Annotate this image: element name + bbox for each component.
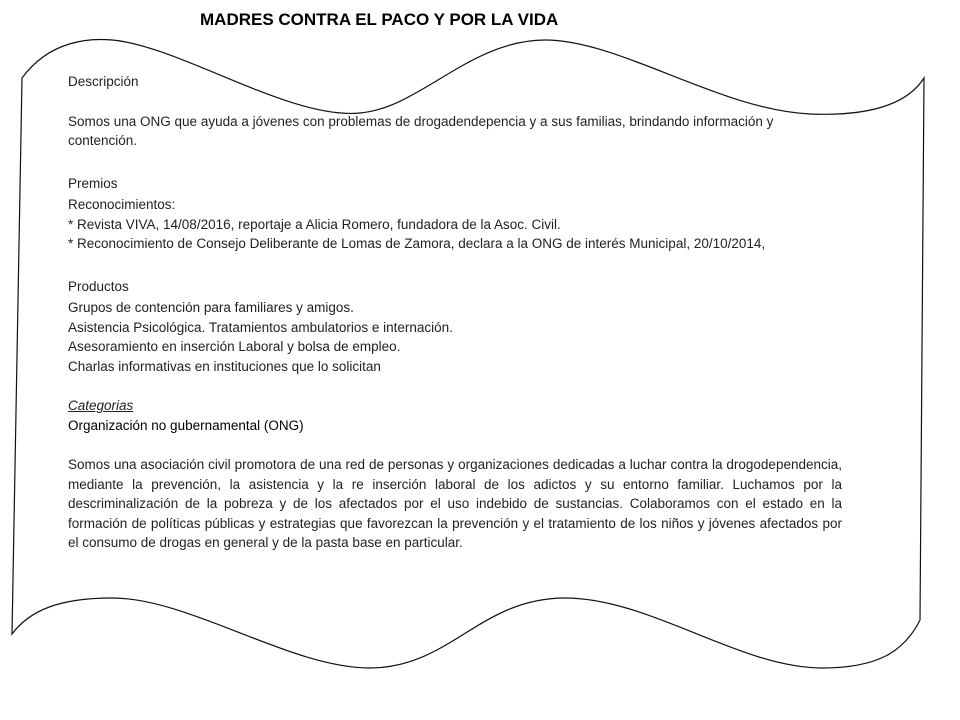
producto-item: Grupos de contención para familiares y amigos. [68,300,354,315]
productos-heading: Productos [68,278,129,294]
producto-item: Asesoramiento en inserción Laboral y bolsa de empleo. [68,339,401,354]
document-body [68,72,842,553]
premios-subheading: Reconocimientos: [68,197,176,212]
page-title: MADRES CONTRA EL PACO Y POR LA VIDA [200,10,559,29]
mision-text: Somos una asociación civil promotora de una red de personas y organizaciones dedicadas a luchar contra la drogodependencia, mediante la prevención, la asistencia y la re inserción laboral de los adictos y su entorno familiar. Luchamos por la descriminalización de la pobreza y de los afectados por el uso indebido de sustancias. Colaboramos con el estado en la formación de políticas públicas y estrategias que favorezcan la prevención y el tratamiento de los niños y jóvenes afectados por el consumo de drogas en general y de la pasta base en particular. [68,457,842,550]
premios-heading: Premios [68,175,118,191]
producto-item: Charlas informativas en instituciones que lo solicitan [68,358,381,374]
premio-item: * Revista VIVA, 14/08/2016, reportaje a Alicia Romero, fundadora de la Asoc. Civil. [68,216,561,232]
descripcion-text: Somos una ONG que ayuda a jóvenes con problemas de drogadendepencia y a sus familias, brindando información y contención. [68,113,774,148]
premio-item: * Reconocimiento de Consejo Deliberante de Lomas de Zamora, declara a la ONG de interés Municipal, 20/10/2014, [68,236,766,251]
descripcion-heading: Descripción [68,74,139,89]
categoria-value: Organización no gubernamental (ONG) [68,417,304,433]
categorias-heading: Categorias [68,398,134,413]
producto-item: Asistencia Psicológica. Tratamientos ambulatorios e internación. [68,319,453,335]
